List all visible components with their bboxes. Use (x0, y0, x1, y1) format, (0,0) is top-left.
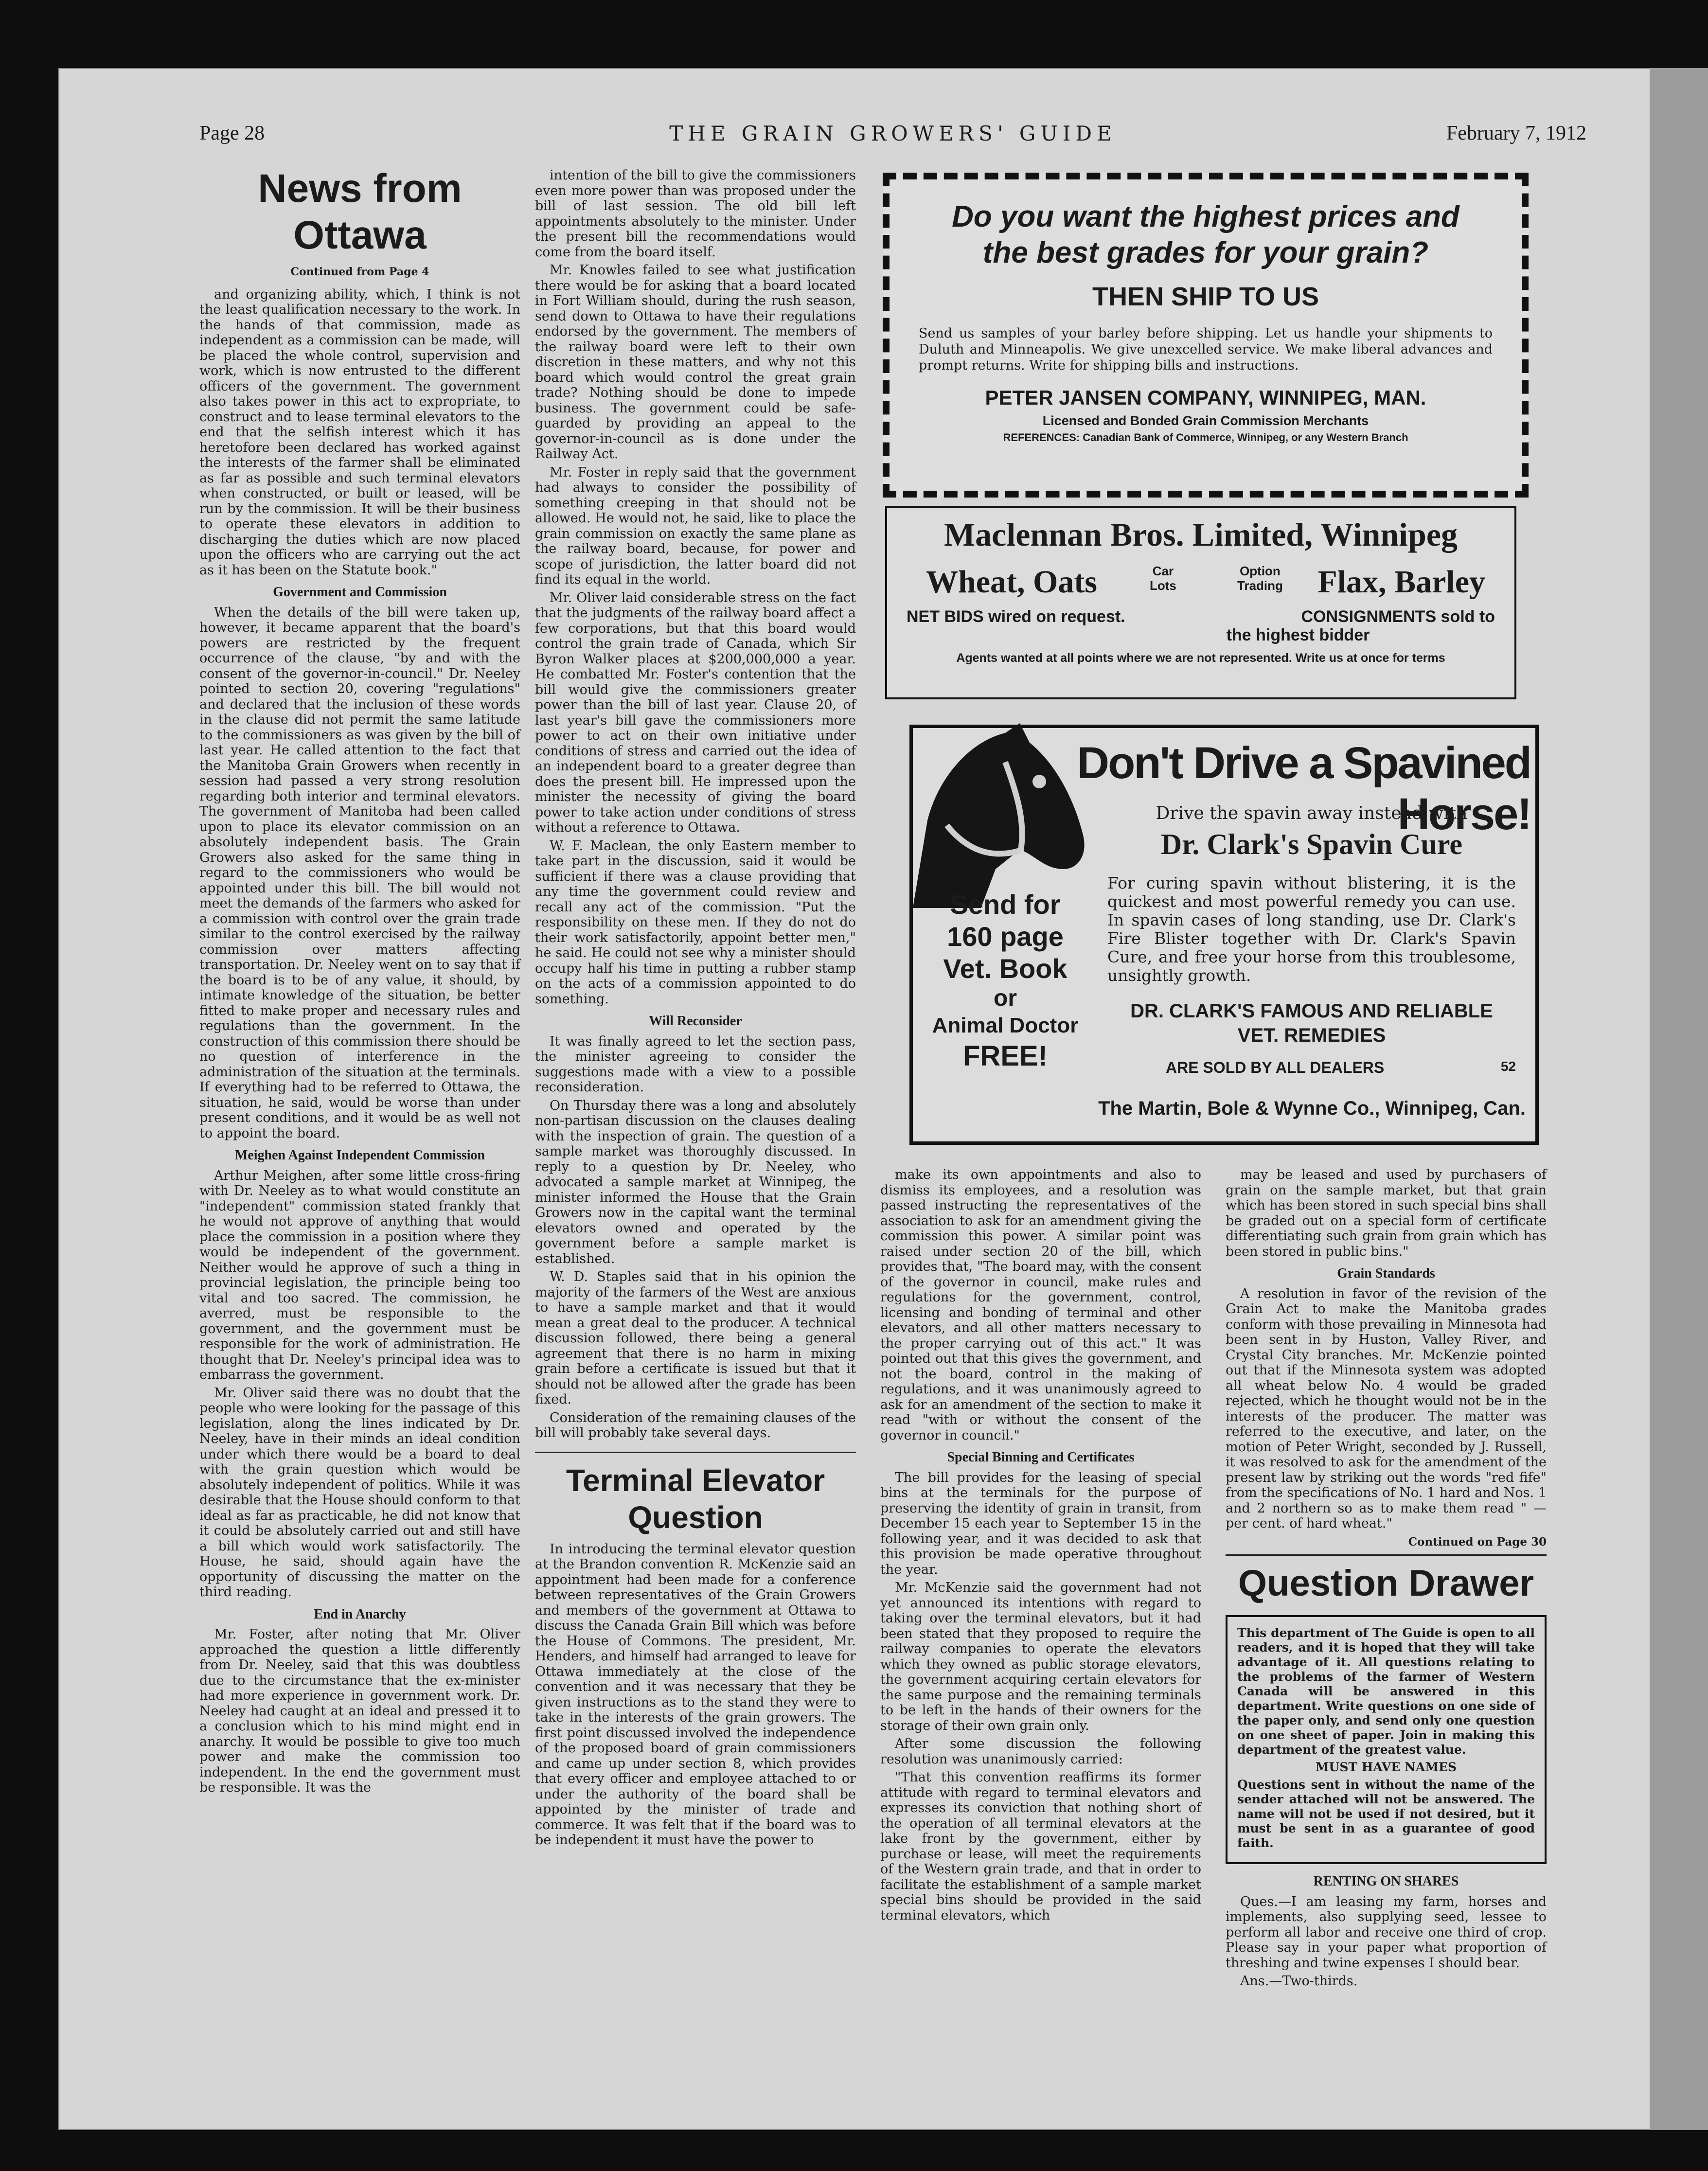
paragraph: Ans.—Two-thirds. (1240, 1974, 1358, 1989)
article-title-terminal: Terminal Elevator Question (566, 1462, 825, 1535)
page-header (199, 122, 1586, 160)
subhead: Special Binning and Certificates (947, 1450, 1135, 1465)
ad-sold: ARE SOLD BY ALL DEALERS (1166, 1059, 1385, 1076)
paragraph: It was finally agreed to let the section pass, the minister agreeing to consider the suggestions made with a view to a possible reconsideration. (535, 1033, 856, 1095)
ad-famous-2: VET. REMEDIES (1237, 1025, 1386, 1046)
ad-car-lots (1150, 564, 1176, 593)
paragraph: In introducing the terminal elevator question at the Brandon convention R. McKenzie said an appointment had been made for a conference between representatives of the Grain Growers and members of the government at Ottawa to discuss the Canada Grain Bill which was before the House of Commons. The president, Mr. Henders, and himself had arranged to leave for Ottawa immediately at the close of the convention and it was necessary that they be given instructions as to the stand they were to take in the interests of the grain growers. The first point discussed involved the independence of the proposed board of grain commissioners and came up under section 8, which provides that every officer and employee attached to or under the authority of the board shall be appointed by the minister of trade and commerce. It was felt that if the board was to be independent it must have the power to (535, 1541, 856, 1848)
ad-send-5: Animal Doctor (932, 1014, 1079, 1037)
paragraph: make its own appointments and also to dismiss its employees, and a resolution was passed instructing the representatives of the association to ask for an amendment giving the commission this power. A similar point was raised under section 20 of the bill, which provides that, "The board may, with the consent of the governor in council, make rules and regulations for the government, control, licensing and bonding of terminal and other elevators, and all other matters necessary to the proper carrying out of this act." It was pointed out that this gives the government, and not the board, control in the making of regulations, and it was unanimously agreed to ask for an amendment of the section to make it read "with or without the consent of the governor in council." (880, 1167, 1201, 1443)
rule (535, 1452, 856, 1453)
paragraph: Mr. Oliver said there was no doubt that the people who were looking for the passage of this legislation, along the lines indicated by Dr. Neeley, have in their minds an ideal condition under which there would be a board to deal with the grain question which would be absolutely independent of politics. While it was desirable that the House should conform to that ideal as far as practicable, he did not know that it could be absolutely carried out and still have a bill which would work satisfactorily. The House, he said, should again have the opportunity of discussing the matter on the third reading. (199, 1385, 520, 1600)
ad-option-trading (1237, 564, 1283, 593)
ad-famous-1: DR. CLARK'S FAMOUS AND RELIABLE (1130, 1000, 1493, 1022)
ad-products-row (887, 559, 1514, 607)
ad-references: REFERENCES: Canadian Bank of Commerce, Winnipeg, or any Western Branch (1003, 431, 1408, 444)
paragraph: After some discussion the following resolution was unanimously carried: (880, 1736, 1201, 1767)
paragraph: "That this convention reaffirms its former attitude with regard to terminal elevators and expresses its conviction that nothing short of the operation of all terminal elevators at the lake front by the government, either by purchase or lease, will meet the requirements of the Western grain trade, and that in order to facilitate the establishment of a sample market special bins should be provided in the said terminal elevators, which (880, 1770, 1201, 1923)
paragraph: Arthur Meighen, after some little cross-firing with Dr. Neeley as to what would constitute an "independent" commission stated frankly that he would not approve of anything that would place the commission in a position where they would be independent of the government. Neither would he approve of such a thing in provincial legislation, the principle being too vital and too sacred. The commission, he averred, must be responsible to the government, and the government must be responsible for the work of administration. He thought that Dr. Neeley's principal idea was to embarrass the government. (199, 1168, 520, 1382)
paragraph: Mr. Foster in reply said that the government had always to consider the possibility of something creeping in that should not be allowed. He would not, he said, like to place the grain commission on exactly the same plane as the railway board, because, for power and scope of jurisdiction, the latter board did not find its equal in the world. (535, 464, 856, 587)
paragraph: The bill provides for the leasing of special bins at the terminals for the purpose of preserving the identity of grain in transit, from December 15 each year to September 15 in the following year, and it was decided to ask that this provision be made operative throughout the year. (880, 1470, 1201, 1577)
continued-note: Continued on Page 30 (1408, 1535, 1547, 1548)
ad-product: Dr. Clark's Spavin Cure (1160, 828, 1463, 860)
paragraph: Mr. Oliver laid considerable stress on the fact that the judgments of the railway board affect a few corporations, but that this board would control the grain trade of Canada, which Sir Byron Walker places at $200,000,000 a year. He combatted Mr. Foster's contention that the bill would give the commissioners greater power than the bill of last year. Clause 20, of last year's bill gave the commissioners more power to act on their own initiative under conditions of stress and carried out the idea of an independent board to a greater degree than does the present bill. He impressed upon the minister the necessity of giving the board power to take action under conditions of stress without a reference to Ottawa. (535, 590, 856, 835)
ad-wheat-oats: Wheat, Oats (926, 564, 1097, 600)
ad-trading: Trading (1237, 578, 1283, 593)
ad-body: Send us samples of your barley before shipping. Let us handle your shipments to Duluth and Minneapolis. We give unexcelled service. We make liberal advances and prompt returns. Write for shipping bills and instructions. (919, 326, 1493, 373)
column-4 (1226, 1167, 1547, 1992)
subhead: Government and Commission (273, 585, 447, 600)
continued-note: Continued from Page 4 (290, 266, 429, 278)
paragraph: Ques.—I am leasing my farm, horses and implements, also supplying seed, lessee to perform all labor and receive one third of crop. Please say in your paper what proportion of threshing and twine expenses I should bear. (1226, 1894, 1547, 1971)
ad-car: Car (1152, 564, 1174, 578)
ad-consignments (1140, 607, 1495, 644)
ad-lots: Lots (1150, 578, 1176, 593)
column-1 (199, 165, 520, 1798)
ad-send-3: Vet. Book (943, 953, 1068, 984)
paragraph: intention of the bill to give the commissioners even more power than was proposed under the bill of last session. The old bill left appointments absolutely to the minister. Under the present bill the recommendations would come from the board itself. (535, 168, 856, 260)
ad-send-6: FREE! (963, 1040, 1048, 1072)
article-title-news-ottawa: News from Ottawa (258, 166, 462, 257)
subhead: Will Reconsider (649, 1014, 742, 1029)
column-2 (535, 168, 856, 1851)
ad-headline (890, 199, 1522, 271)
page-edge (1650, 68, 1708, 2130)
ad-peter-jansen (883, 173, 1529, 498)
column-3 (880, 1167, 1201, 1926)
ad-title: Maclennan Bros. Limited, Winnipeg (943, 516, 1458, 553)
page-number: Page 28 (199, 122, 265, 144)
section-title-question-drawer: Question Drawer (1226, 1554, 1547, 1605)
paragraph: When the details of the bill were taken up, however, it became apparent that the board's powers are restricted by the frequent occurrence of the clause, "by and with the consent of the governor-in-council." Dr. Neeley pointed to section 20, covering "regulations" and declared that the inclusion of these words in the clause did not permit the same latitude to the commissioners as was given by the bill of last year. He called attention to the fact that the Manitoba Grain Growers when recently in session had passed a very strong resolution regarding both interior and terminal elevators. The government of Manitoba had been called upon to place its elevator commission on an absolutely independent basis. The Grain Growers also asked for the same thing in regard to the commissioners who would be appointed under this bill. The bill would not meet the demands of the farmers who asked for a commission with control over the grain trade similar to the control exercised by the railway commission over matters affecting transportation. Dr. Neeley went on to say that if the board is to be of any value, it should, by intimate knowledge of the situation, be better fitted to make proper and necessary rules and regulations than the government. In the construction of this commission there should be no question of interference in the administration of the situation at the terminals. If everything had to be referred to Ottawa, the situation, he said, would be worse than under present conditions, and it would be as well not to appoint the board. (199, 605, 520, 1141)
paragraph: Mr. Knowles failed to see what justification there would be for asking that a board located in Fort William should, during the rush season, send down to Ottawa to have their regulations endorsed by the government. The members of the railway board were left to their own discretion in these matters, and why not this board which would control the great grain trade? Nothing should be done to impede business. The government could be safe-guarded by providing an appeal to the governor-in-council as is done under the Railway Act. (535, 263, 856, 462)
paragraph: This department of The Guide is open to all readers, and it is hoped that they will take advantage of it. All questions relating to the problems of the farmer of Western Canada will be answered in this department. Write questions on one side of the paper only, and send only one question on one sheet of paper. Join in making this department of the greatest value. (1237, 1626, 1535, 1757)
ad-send-4: or (994, 985, 1017, 1011)
ad-company: PETER JANSEN COMPANY, WINNIPEG, MAN. (985, 386, 1426, 409)
paragraph: On Thursday there was a long and absolutely non-partisan discussion on the clauses dealing with the inspection of grain. The question of a sample market was thoroughly discussed. In reply to a question by Dr. Neeley, who advocated a sample market at Winnipeg, the minister informed the House that the Grain Growers now in the capital want the terminal elevators owned and operated by the government before a sample market is established. (535, 1098, 856, 1266)
ad-licensed: Licensed and Bonded Grain Commission Merchants (1042, 413, 1369, 428)
ad-consignments-1: CONSIGNMENTS sold to (1301, 607, 1495, 626)
ad-body: For curing spavin without blistering, it is the quickest and most powerful remedy you can use. In spavin cases of long standing, use Dr. Clark's Fire Blister together with Dr. Clark's Spavin Cure, and free your horse from this troublesome, unsightly growth. (1107, 873, 1516, 985)
ad-dr-clark (909, 725, 1539, 1145)
subhead: End in Anarchy (314, 1606, 406, 1622)
ad-flax-barley: Flax, Barley (1317, 564, 1485, 600)
ad-consignments-2: the highest bidder (1226, 626, 1370, 644)
paragraph: W. F. Maclean, the only Eastern member to take part in the discussion, said it would be sufficient if there was a clause providing that any time the government could review and recall any act of the commission. "Put the responsibility on these men. If they do not do their work satisfactorily, appoint better men," he said. He could not see why a minister should occupy half his time in putting a rubber stamp on the acts of a commission appointed to do something. (535, 838, 856, 1007)
ad-company: The Martin, Bole & Wynne Co., Winnipeg, Can. (1098, 1098, 1526, 1119)
subhead: MUST HAVE NAMES (1315, 1760, 1457, 1774)
ad-send-1: Send for (950, 889, 1061, 920)
ad-ship: THEN SHIP TO US (1092, 282, 1319, 311)
ad-headline-line-1: Do you want the highest prices and (952, 200, 1459, 233)
ad-subline: Drive the spavin away instead with (1156, 803, 1468, 823)
subhead: Meighen Against Independent Commission (234, 1148, 485, 1163)
ad-headline-line-2: the best grades for your grain? (982, 236, 1429, 269)
paragraph: A resolution in favor of the revision of the Grain Act to make the Manitoba grades conform with those prevailing in Minnesota had been sent in by Huston, Valley River, and Crystal City branches. Mr. McKenzie pointed out that if the Minnesota system was adopted all wheat below No. 4 would be graded rejected, which he thought would not be in the interests of the producer. The matter was referred to the executive, and later, on the motion of Peter Wright, seconded by J. Russell, it was resolved to ask for the amendment of the present law by striking out the words "red fife" from the specifications of No. 1 hard and Nos. 1 and 2 northern so as to make them read " — per cent. of hard wheat." (1226, 1286, 1547, 1531)
issue-date: February 7, 1912 (1446, 122, 1586, 144)
ad-net-bids: NET BIDS wired on request. (907, 607, 1125, 626)
ad-headline: Don't Drive a Spavined Horse! (1077, 738, 1530, 839)
ad-send-2: 160 page (947, 921, 1064, 952)
paragraph: may be leased and used by purchasers of grain on the sample market, but that grain which has been stored in such special bins shall be graded out on a special form of certificate differentiating such grain from grain which has been stored in public bins." (1226, 1167, 1547, 1259)
ad-maclennan (885, 506, 1516, 699)
ad-send-for (923, 889, 1088, 1073)
paragraph: Mr. McKenzie said the government had not yet announced its intentions with regard to taking over the terminal elevators, but it had been stated that they proposed to require the railway companies to operate the elevators which they owned as public storage elevators, the government acquiring certain elevators for the same purpose and the remaining terminals to be left in the hands of their owners for the storage of their own grain only. (880, 1580, 1201, 1733)
paragraph: Consideration of the remaining clauses of the bill will probably take several days. (535, 1410, 856, 1441)
paper-title: THE GRAIN GROWERS' GUIDE (669, 122, 1117, 145)
ad-number: 52 (1500, 1059, 1516, 1074)
subhead: Grain Standards (1337, 1266, 1435, 1281)
paragraph: Mr. Foster, after noting that Mr. Oliver approached the question a little differently from Dr. Neeley, said that this was doubtless due to the circumstance that the ex-minister had more experience in government work. Dr. Neeley had caught at an ideal and pressed it to a conclusion which to his mind might end in anarchy. It would be possible to give too much power and make the commission too independent. In the end the government must be responsible. It was the (199, 1627, 520, 1795)
paragraph: W. D. Staples said that in his opinion the majority of the farmers of the West are anxious to have a sample market and that it would mean a great deal to the producer. A technical discussion followed, there being a general agreement that there is no harm in mixing grain before a certificate is issued but that it should not be allowed after the grade has been fixed. (535, 1269, 856, 1407)
paragraph: Questions sent in without the name of the sender attached will not be answered. The name will not be used if not desired, but it must be sent in as a guarantee of good faith. (1237, 1778, 1535, 1850)
ad-agents: Agents wanted at all points where we are not represented. Write us at once for terms (956, 651, 1445, 665)
question-drawer-box (1226, 1615, 1547, 1864)
ad-bids-row (887, 607, 1514, 646)
paragraph: and organizing ability, which, I think is not the least qualification necessary to the work. In the hands of that commission, made as independent as a commission can be made, will be placed the whole control, supervision and work, which is now entrusted to the different officers of the government. The government also takes power in this act to expropriate, to construct and to lease terminal elevators to the end that the selfish interest which it has heretofore been declared has worked against the interests of the farmer shall be eliminated as far as possible and such terminal elevators when constructed, or built or leased, will be run by the commission. It will be their business to operate these elevators in addition to discharging the duties which are now placed upon the officers who are carrying out the act as it has been on the Statute book." (199, 286, 520, 578)
ad-option: Option (1240, 564, 1281, 578)
subhead: RENTING ON SHARES (1313, 1874, 1459, 1889)
